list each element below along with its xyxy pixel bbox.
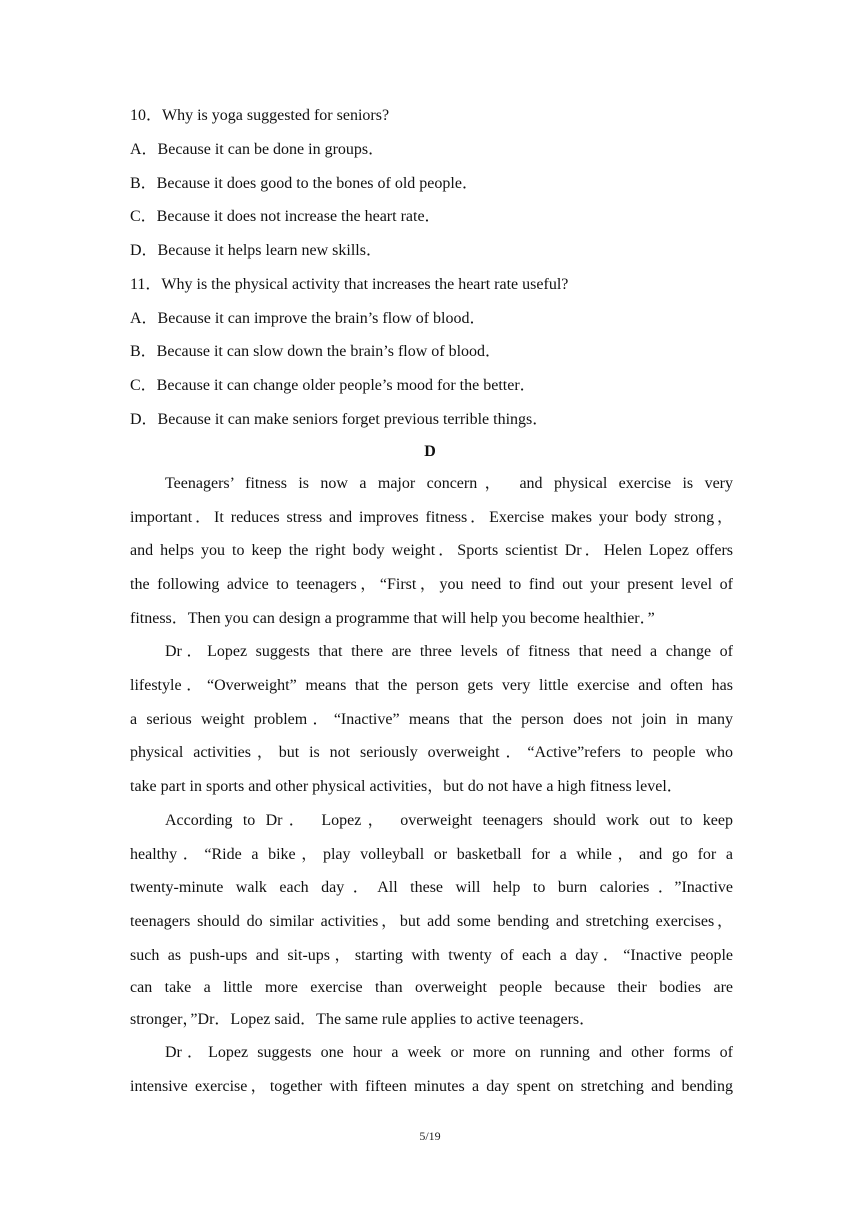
passage-line: important．It reduces stress and improves fitness．Exercise makes your body strong， [130,509,733,526]
section-heading: D [424,443,436,460]
question-11-option-b: B．Because it can slow down the brain’s flow of blood． [130,343,502,360]
passage-line: can take a little more exercise than overweight people because their bodies are [130,979,733,996]
passage-line: a serious weight problem．“Inactive” means that the person does not join in many [130,711,733,728]
question-10-stem: 10．Why is yoga suggested for seniors? [130,107,390,124]
passage-line: such as push-ups and sit-ups，starting with twenty of each a day．“Inactive people [130,947,733,964]
passage-line: lifestyle．“Overweight” means that the person gets very little exercise and often has [130,677,733,694]
passage-line: take part in sports and other physical activities，but do not have a high fitness level． [130,778,683,795]
passage-line: twenty-minute walk each day．All these will help to burn calories．”Inactive [130,879,733,896]
question-10-option-a: A．Because it can be done in groups． [130,141,385,158]
question-11-option-d: D．Because it can make seniors forget previous terrible things． [130,411,549,428]
question-10-option-d: D．Because it helps learn new skills． [130,242,382,259]
passage-line: healthy．“Ride a bike，play volleyball or basketball for a while，and go for a [130,846,733,863]
passage-line: physical activities，but is not seriously overweight．“Active”refers to people who [130,744,733,761]
passage-line: Dr．Lopez suggests one hour a week or more on running and other forms of [165,1044,733,1061]
passage-line: Dr．Lopez suggests that there are three levels of fitness that need a change of [165,643,733,660]
question-10-option-b: B．Because it does good to the bones of old people． [130,175,478,192]
question-10-option-c: C．Because it does not increase the heart rate． [130,208,441,225]
page-number: 5/19 [419,1129,441,1143]
question-11-option-a: A．Because it can improve the brain’s flow of blood． [130,310,486,327]
passage-line: According to Dr． Lopez， overweight teenagers should work out to keep [165,812,733,829]
question-11-stem: 11．Why is the physical activity that increases the heart rate useful? [130,276,569,293]
passage-line: fitness．Then you can design a programme that will help you become healthier．” [130,610,655,627]
passage-line: stronger，”Dr．Lopez said．The same rule applies to active teenagers． [130,1011,596,1028]
question-11-option-c: C．Because it can change older people’s mood for the better． [130,377,536,394]
passage-line: and helps you to keep the right body weight．Sports scientist Dr．Helen Lopez offers [130,542,733,559]
passage-line: teenagers should do similar activities，but add some bending and stretching exercises， [130,913,734,930]
passage-line: Teenagers’ fitness is now a major concern， and physical exercise is very [165,475,733,492]
passage-line: intensive exercise，together with fifteen minutes a day spent on stretching and bending [130,1078,733,1095]
passage-line: the following advice to teenagers，“First，you need to find out your present level of [130,576,733,593]
